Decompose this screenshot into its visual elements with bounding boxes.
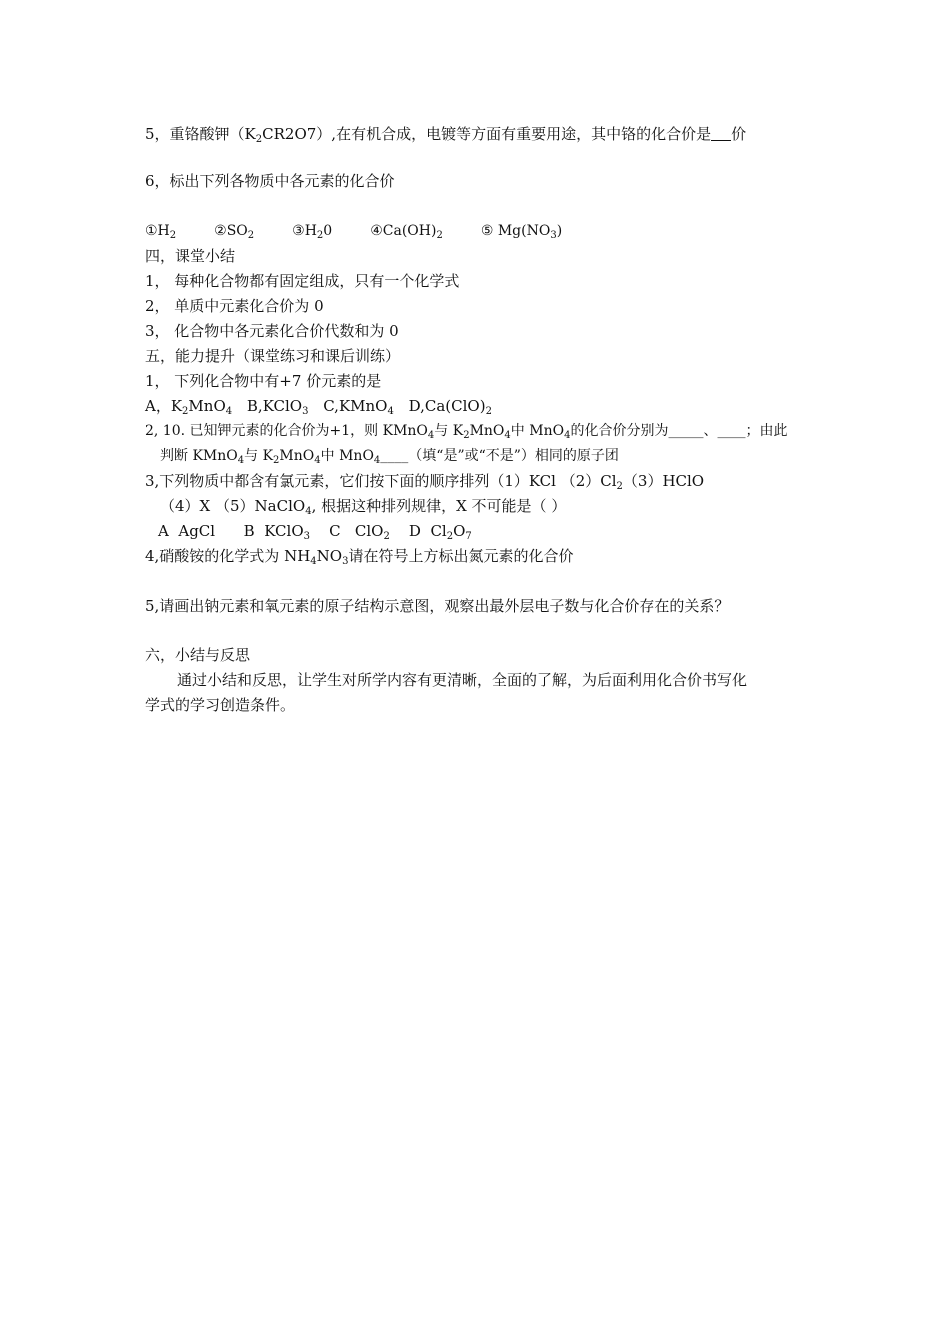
subscript: 3 bbox=[342, 556, 349, 567]
subscript: 4 bbox=[305, 506, 312, 517]
reflection-line-2: 学式的学习创造条件。 bbox=[145, 696, 296, 714]
practice-2-line-1 bbox=[145, 421, 787, 441]
text: 中 MnO bbox=[510, 423, 565, 439]
option-c: C,KMnO bbox=[323, 397, 388, 415]
text: MnO bbox=[188, 397, 226, 415]
text: （4）X （5）NaClO bbox=[160, 497, 306, 515]
item-so2: ②SO bbox=[214, 223, 248, 239]
subscript: 2 bbox=[383, 531, 390, 542]
text: 中 MnO bbox=[320, 448, 374, 464]
item-h2o: ③H bbox=[292, 223, 317, 239]
text: O bbox=[453, 522, 466, 540]
subscript: 4 bbox=[564, 430, 571, 441]
text: （3）HClO bbox=[622, 472, 705, 490]
text: 2, 10. 已知钾元素的化合价为+1，则 KMnO bbox=[145, 423, 428, 439]
subscript: 3 bbox=[302, 406, 309, 417]
subscript: 4 bbox=[225, 406, 233, 417]
practice-3-line-1 bbox=[145, 471, 704, 491]
text: 与 K bbox=[434, 423, 464, 439]
practice-5: 5,请画出钠元素和氧元素的原子结构示意图，观察出最外层电子数与化合价存在的关系？ bbox=[145, 597, 730, 615]
item-mgno3: ⑤ Mg(NO bbox=[480, 223, 551, 239]
section-4-heading: 四，课堂小结 bbox=[145, 247, 236, 265]
text: 4,硝酸铵的化学式为 NH bbox=[145, 547, 311, 565]
text: ____（填“是”或“不是”）相同的原子团 bbox=[380, 448, 619, 464]
subscript: 7 bbox=[465, 531, 472, 542]
option-b: B,KClO bbox=[246, 397, 303, 415]
subscript: 2 bbox=[169, 230, 177, 241]
subscript: 2 bbox=[273, 455, 280, 466]
option-a-b: A AgCl B KClO bbox=[158, 522, 304, 540]
text: MnO bbox=[469, 423, 505, 439]
subscript: 2 bbox=[247, 230, 255, 241]
practice-1: 1， 下列化合物中有+7 价元素的是 bbox=[145, 372, 382, 390]
option-d: D Cl bbox=[389, 522, 447, 540]
subscript: 2 bbox=[485, 406, 492, 417]
subscript: 4 bbox=[237, 455, 245, 466]
practice-3-line-2 bbox=[160, 496, 566, 516]
text: NO bbox=[316, 547, 343, 565]
item-h2: ①H bbox=[145, 223, 170, 239]
section-6-heading: 六，小结与反思 bbox=[145, 646, 251, 664]
subscript: 3 bbox=[303, 531, 310, 542]
option-d: D,Ca(ClO) bbox=[408, 397, 486, 415]
question-6-items bbox=[145, 221, 562, 241]
text: 与 K bbox=[244, 448, 274, 464]
subscript: 2 bbox=[616, 481, 623, 492]
subscript: 3 bbox=[550, 230, 557, 241]
text: 5，重铬酸钾（K bbox=[145, 125, 256, 143]
text: CR2O7）,在有机合成，电镀等方面有重要用途，其中铬的化合价是 bbox=[262, 125, 712, 143]
practice-3-options bbox=[158, 521, 472, 541]
summary-2: 2， 单质中元素化合价为 0 bbox=[145, 297, 324, 315]
subscript: 2 bbox=[316, 230, 324, 241]
text: MnO bbox=[279, 448, 315, 464]
text: 价 bbox=[731, 125, 747, 143]
subscript: 4 bbox=[387, 406, 394, 417]
question-5 bbox=[145, 124, 746, 144]
answer-blank bbox=[711, 126, 731, 141]
option-c: C ClO bbox=[310, 522, 384, 540]
text: 的化合价分别为_____、____；由此 bbox=[570, 423, 788, 439]
subscript: 4 bbox=[373, 455, 381, 466]
text: 3,下列物质中都含有氯元素，它们按下面的顺序排列（1）KCl （2）Cl bbox=[145, 472, 617, 490]
text: ) bbox=[556, 223, 563, 239]
text: 判断 KMnO bbox=[160, 448, 238, 464]
summary-3: 3， 化合物中各元素化合价代数和为 0 bbox=[145, 322, 399, 340]
subscript: 4 bbox=[504, 430, 511, 441]
subscript: 4 bbox=[310, 556, 317, 567]
text: 0 bbox=[323, 223, 333, 239]
subscript: 2 bbox=[255, 134, 263, 145]
subscript: 2 bbox=[182, 406, 189, 417]
summary-1: 1， 每种化合物都有固定组成，只有一个化学式 bbox=[145, 272, 460, 290]
subscript: 2 bbox=[446, 531, 454, 542]
text: , 根据这种排列规律，X 不可能是（ ） bbox=[311, 497, 567, 515]
practice-2-line-2 bbox=[160, 446, 619, 466]
subscript: 4 bbox=[427, 430, 435, 441]
subscript: 2 bbox=[463, 430, 470, 441]
reflection-line-1: 通过小结和反思，让学生对所学内容有更清晰，全面的了解，为后面利用化合价书写化 bbox=[177, 671, 748, 689]
practice-4 bbox=[145, 546, 574, 566]
section-5-heading: 五，能力提升（课堂练习和课后训练） bbox=[145, 347, 401, 365]
item-caoh2: ④Ca(OH) bbox=[370, 223, 437, 239]
subscript: 4 bbox=[314, 455, 321, 466]
practice-1-options bbox=[145, 396, 492, 416]
question-6-title: 6，标出下列各物质中各元素的化合价 bbox=[145, 172, 395, 190]
text: 请在符号上方标出氮元素的化合价 bbox=[348, 547, 574, 565]
subscript: 2 bbox=[436, 230, 443, 241]
option-a: A，K bbox=[145, 397, 183, 415]
